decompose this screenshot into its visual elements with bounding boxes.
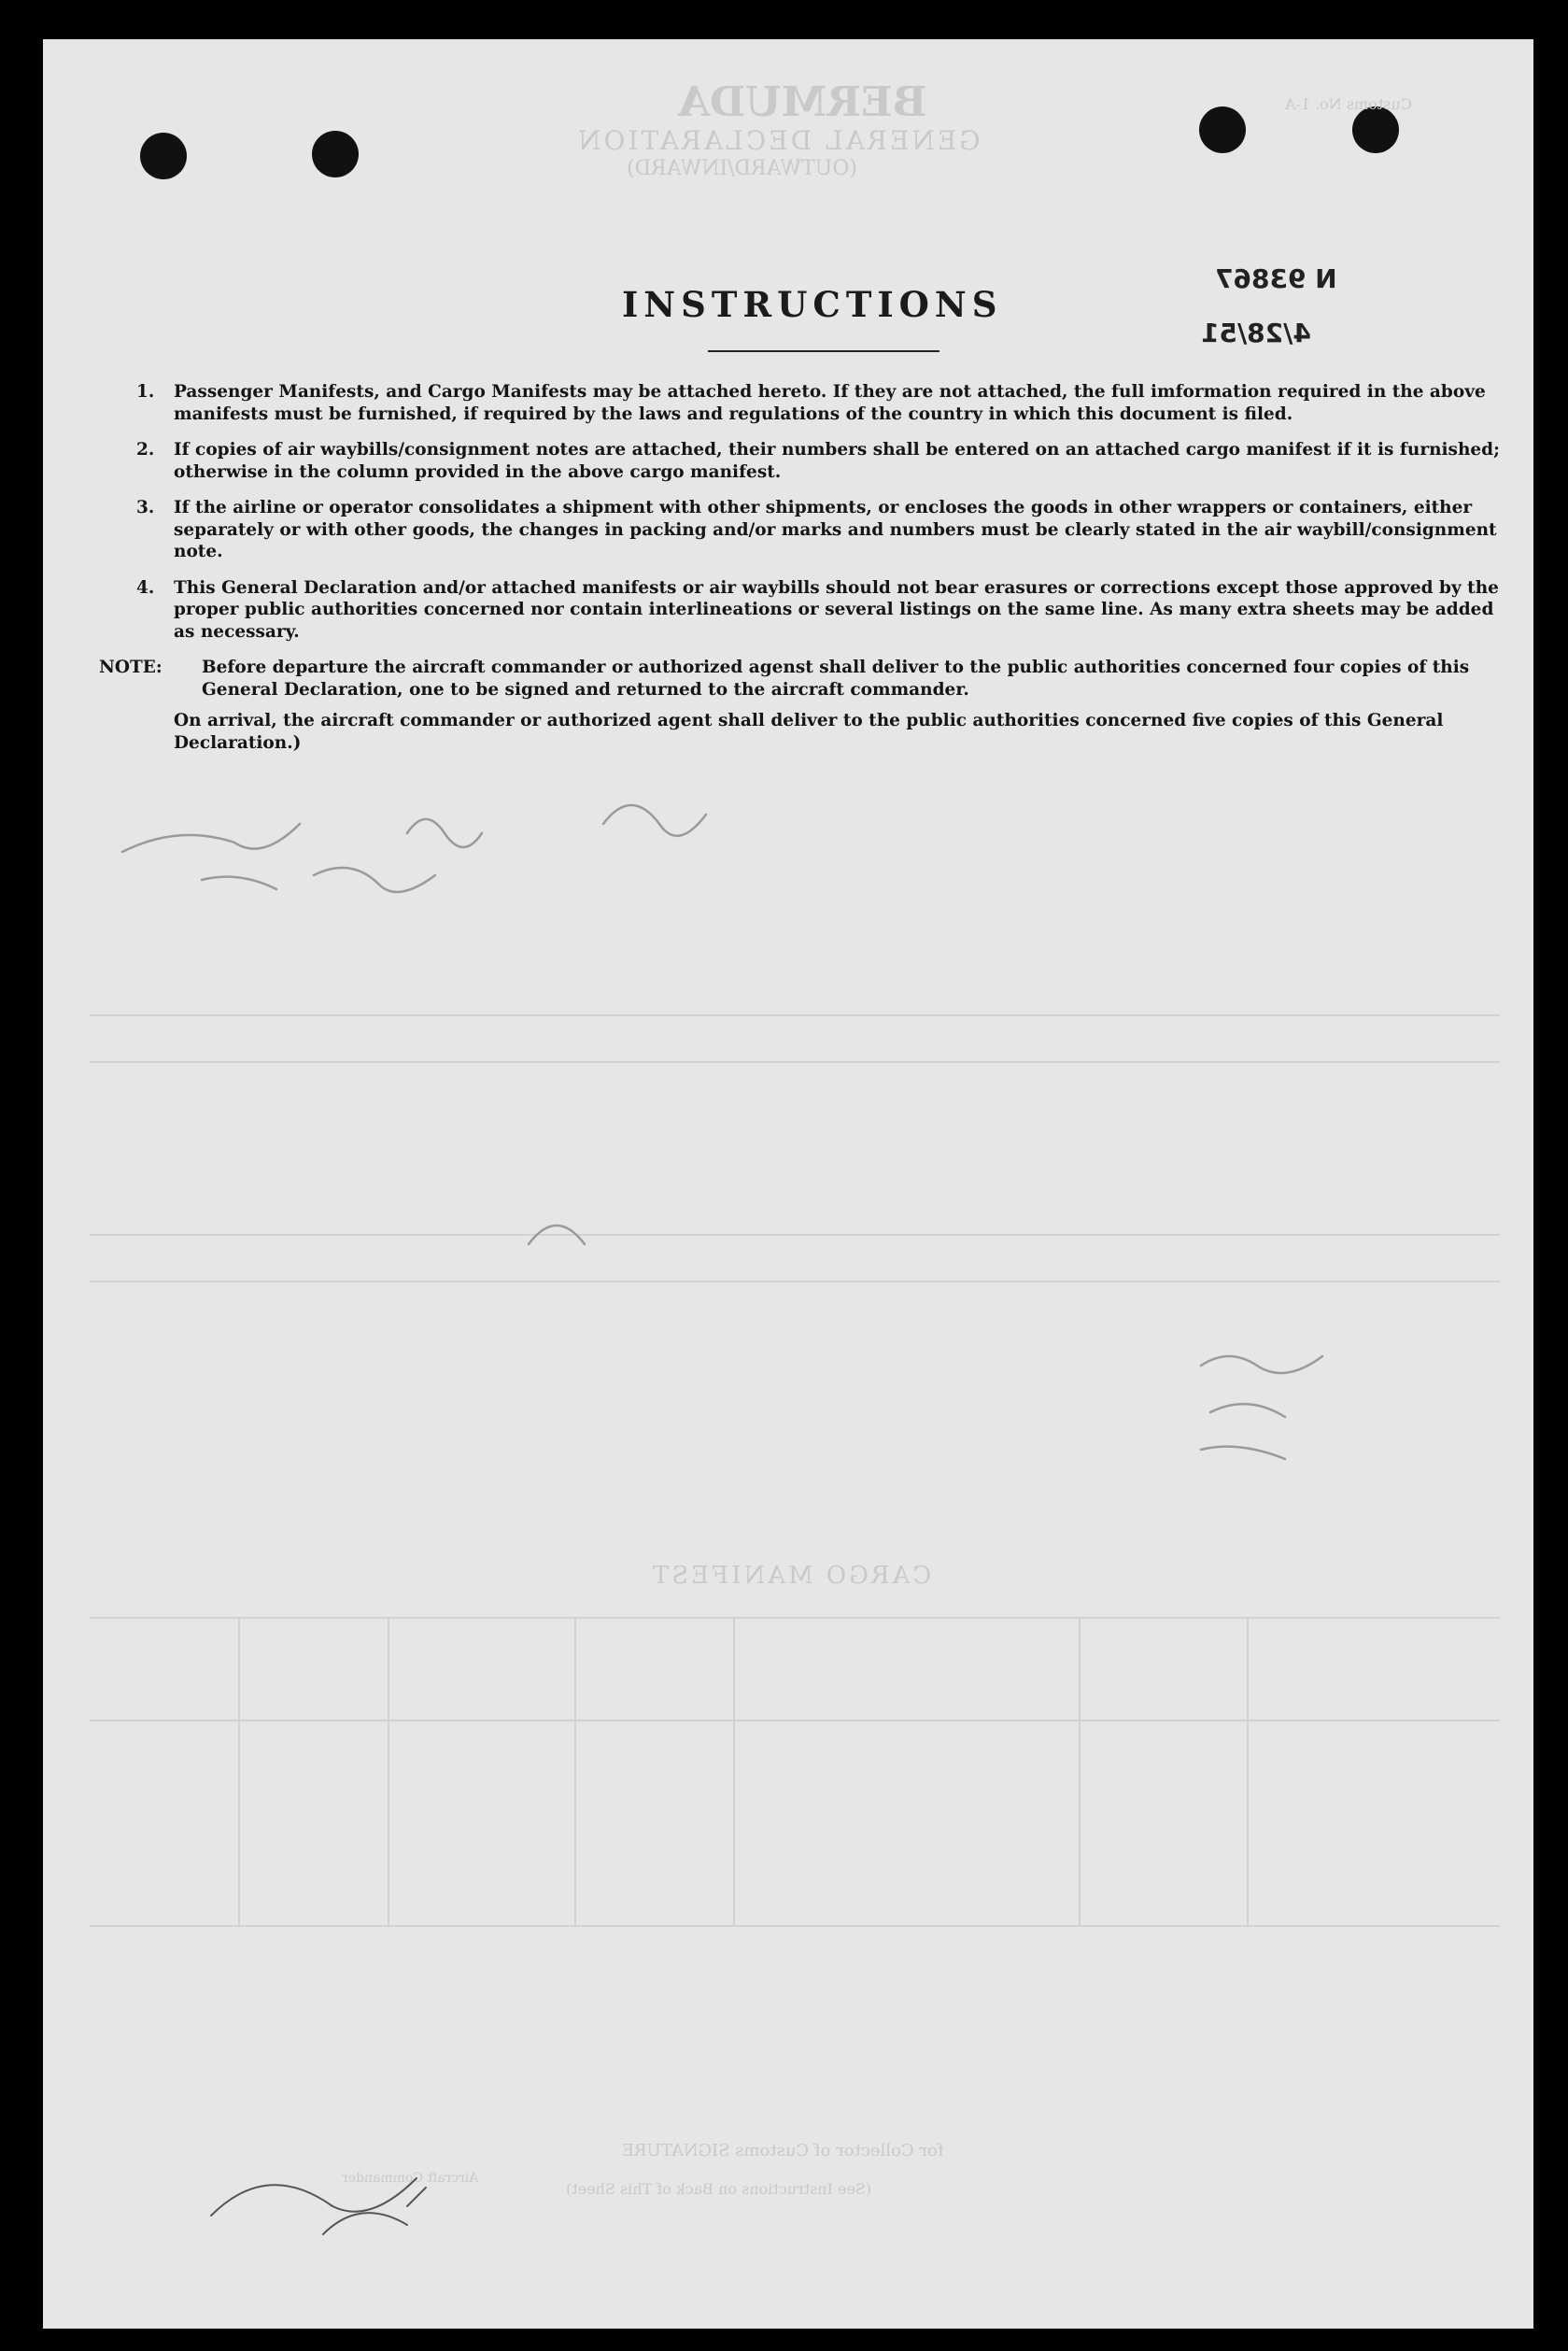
bleed-back-note: (See Instructions on Back of This Sheet) — [566, 2180, 872, 2198]
note-paragraph-1: Before departure the aircraft commander or authorized agenst shall deliver to the public authorities concerned four copies of this General Declaration, one to be signed and returned to the aircraft commander. — [202, 658, 1470, 700]
instruction-item-2 — [136, 439, 1519, 483]
page-title: INSTRUCTIONS — [622, 284, 1003, 325]
bleed-form-title: GENERAL DECLARATION — [575, 125, 981, 156]
instruction-item-4 — [136, 577, 1519, 644]
bleed-signature-label: Aircraft Commander — [342, 2171, 479, 2186]
note-label: NOTE: — [99, 658, 162, 677]
instruction-item-1 — [136, 381, 1519, 425]
instruction-item-3 — [136, 497, 1519, 563]
item-text: If the airline or operator consolidates a shipment with other shipments, or encloses the goods in other wrappers or containers, either separately or with other goods, the changes in packing and/or marks and numbers must be clearly stated in the air waybill/consignment note. — [174, 498, 1497, 561]
bleed-officer-label: for Collector of Customs SIGNATURE — [622, 2141, 944, 2160]
item-text: If copies of air waybills/consignment notes are attached, their numbers shall be entered on an attached cargo manifest if it is furnished; otherwise in the column provided in the above cargo manifest. — [174, 440, 1500, 482]
bleed-cargo-heading: CARGO MANIFEST — [650, 1562, 932, 1590]
item-number: 4. — [136, 577, 155, 598]
item-number: 1. — [136, 382, 155, 402]
item-text: This General Declaration and/or attached manifests or air waybills should not bear erasures or corrections except those approved by the proper public authorities concerned nor contain interlineations or several listings on the same line. As many extra sheets may be added as necessary. — [174, 577, 1499, 642]
note-block — [99, 657, 1519, 754]
item-text: Passenger Manifests, and Cargo Manifests may be attached hereto. If they are not attached, the full imformation required in the above manifests must be furnished, if required by the laws and regulations of the country in which this document is filed. — [174, 382, 1486, 424]
instructions-list — [99, 381, 1519, 763]
title-underline — [708, 350, 939, 352]
bleed-direction: (OUTWARD/INWARD) — [627, 157, 857, 180]
note-paragraph-2: On arrival, the aircraft commander or authorized agent shall deliver to the public authorities concerned five copies of this General Declaration.) — [174, 711, 1444, 753]
item-number: 3. — [136, 498, 155, 517]
item-number: 2. — [136, 440, 155, 460]
stamp-date: 4/28/51 — [1201, 318, 1311, 348]
document-page — [43, 39, 1533, 2329]
bleed-form-code: Customs No. 1-A — [1285, 95, 1412, 113]
stamp-number: N 93867 — [1215, 263, 1337, 294]
bleed-country: BERMUDA — [678, 78, 927, 126]
